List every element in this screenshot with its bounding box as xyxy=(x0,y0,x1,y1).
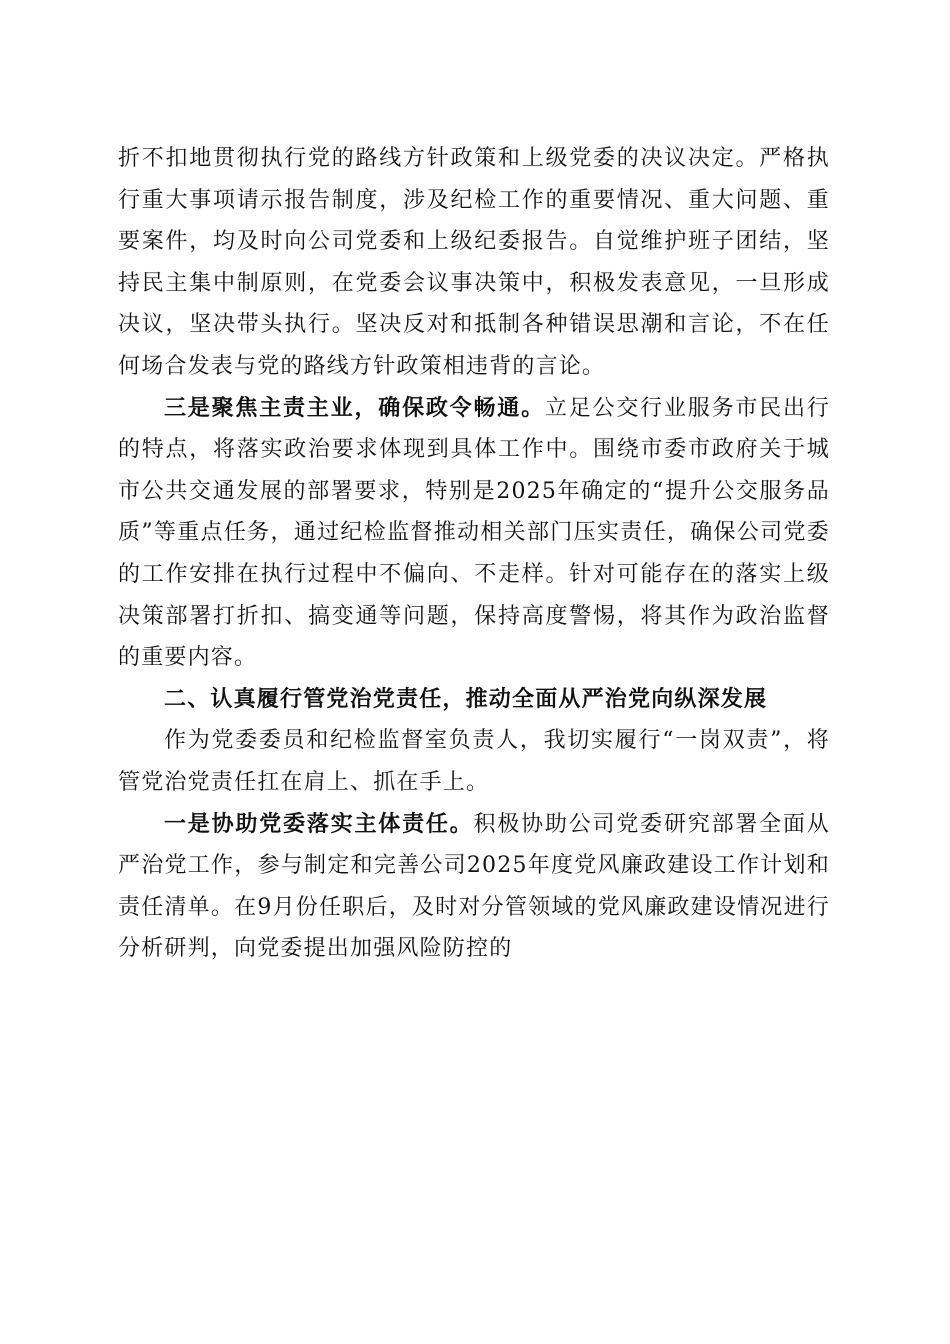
paragraph-lead-phrase: 三是聚焦主责主业，确保政令畅通。 xyxy=(164,394,545,421)
section-heading-2: 二、认真履行管党治党责任，推动全面从严治党向纵深发展 xyxy=(164,686,768,712)
paragraph-body: 立足公交行业服务市民出行的特点，将落实政治要求体现到具体工作中。围绕市委市政府关于城市公共交通发展的部署要求，特别是2025年确定的“提升公交服务品质”等重点任务，通过纪检监督推动相关部门压实责任，确保公司党委的工作安排在执行过程中不偏向、不走样。针对可能存在的落实上级决策部署打折扣、搞变通等问题，保持高度警惕，将其作为政治监督的重要内容。 xyxy=(118,395,831,671)
paragraph-lead-phrase: 一是协助党委落实主体责任。 xyxy=(164,810,474,837)
paragraph-assist-party-committee xyxy=(118,804,830,970)
paragraph-continuation: 折不扣地贯彻执行党的路线方针政策和上级党委的决议决定。严格执行重大事项请示报告制度，涉及纪检工作的重要情况、重大问题、重要案件，均及时向公司党委和上级纪委报告。自觉维护班子团结，坚持民主集中制原则，在党委会议事决策中，积极发表意见，一旦形成决议，坚决带头执行。坚决反对和抵制各种错误思潮和言论，不在任何场合发表与党的路线方针政策相违背的言论。 xyxy=(118,146,830,379)
paragraph-focus-main-responsibility xyxy=(118,388,830,679)
document-page xyxy=(118,138,830,970)
paragraph-body: 积极协助公司党委研究部署全面从严治党工作，参与制定和完善公司2025年度党风廉政建设工作计划和责任清单。在9月份任职后，及时对分管领域的党风廉政建设情况进行分析研判，向党委提出加强风险防控的 xyxy=(118,811,830,962)
paragraph-one-post-two-duties: 作为党委委员和纪检监督室负责人，我切实履行“一岗双责”，将管党治党责任扛在肩上、抓在手上。 xyxy=(118,728,830,795)
